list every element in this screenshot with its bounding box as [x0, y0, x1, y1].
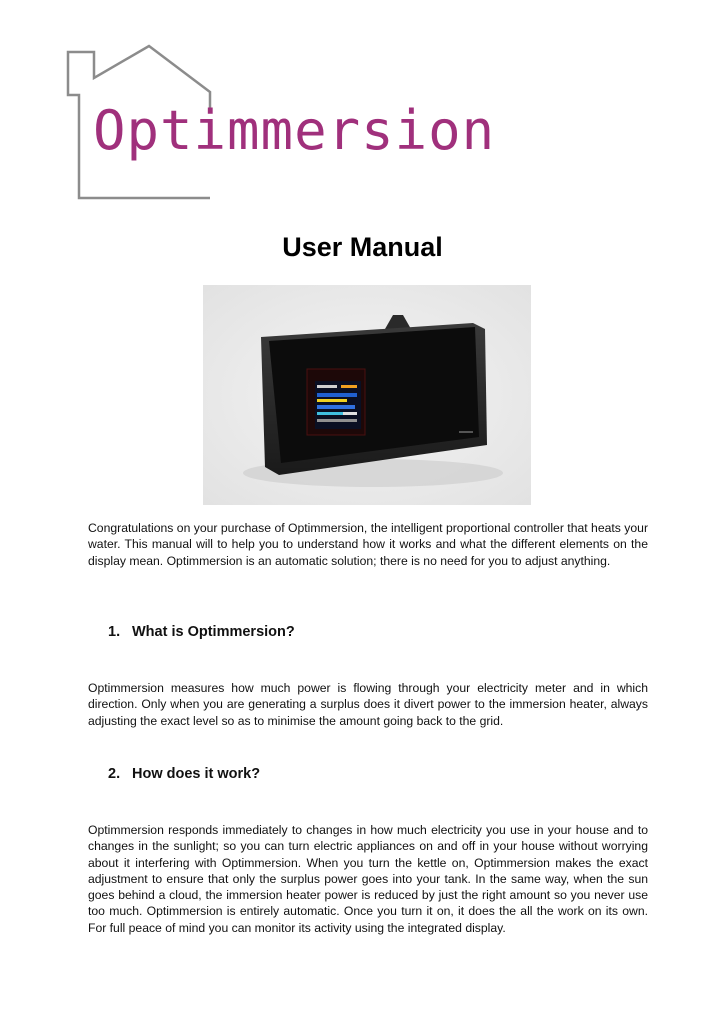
section-1-title: What is Optimmersion? — [132, 624, 295, 640]
section-2-body: Optimmersion responds immediately to changes in how much electricity you use in your house and to changes in the sunlight; so you can turn electric appliances on and off in your house without worrying about it interfering with Optimmersion. When you turn the kettle on, Optimmersion makes the exact adjustment to ensure that only the surplus power goes into your tank. In the same way, when the sun goes behind a cloud, the immersion heater power is reduced by just the right amount so you never use too much. Optimmersion is entirely automatic. Once you turn it on, it does the all the work on its own. For full peace of mind you can monitor its activity using the integrated display. — [88, 823, 648, 935]
section-1-body: Optimmersion measures how much power is flowing through your electricity meter and in which direction. Only when you are generating a surplus does it divert power to the immersion heater, always adjusting the exact level so as to minimise the amount going back to the grid. — [88, 681, 648, 728]
section-1-number: 1. — [108, 624, 121, 640]
section-2-number: 2. — [108, 766, 121, 782]
product-photo — [203, 285, 531, 505]
page-title: User Manual — [282, 232, 443, 262]
section-2-heading — [108, 766, 260, 782]
section-2-title: How does it work? — [132, 766, 261, 782]
brand-logo-text: Optimmersion — [93, 99, 496, 162]
intro-paragraph: Congratulations on your purchase of Optimmersion, the intelligent proportional controller that heats your water. This manual will to help you to understand how it works and what the different elements on the display mean. Optimmersion is an automatic solution; there is no need for you to adjust anything. — [88, 521, 648, 568]
section-1-heading — [108, 624, 295, 640]
